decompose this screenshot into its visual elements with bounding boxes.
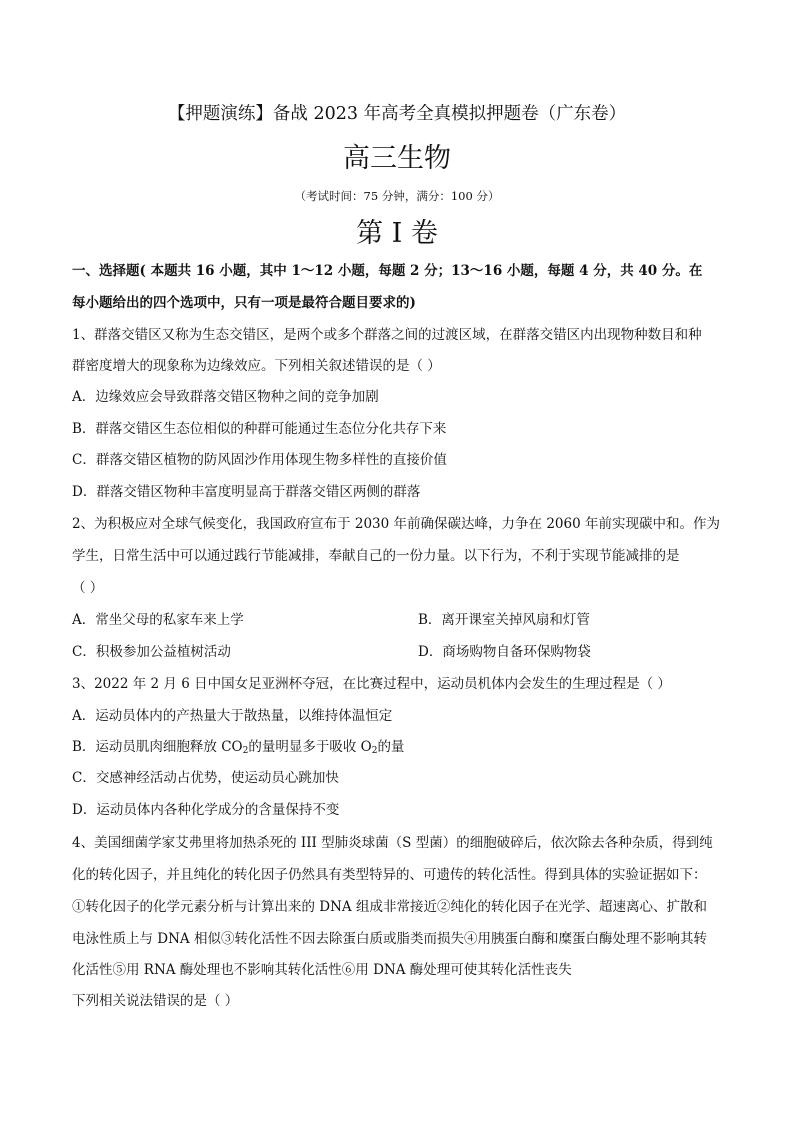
q2-stem-line2: 学生，日常生活中可以通过践行节能减排，奉献自己的一份力量。以下行为，不利于实现节能减排的是 — [72, 548, 680, 564]
subject-heading: 高三生物 — [343, 143, 451, 174]
q4-stem-line3: ①转化因子的化学元素分析与计算出来的 DNA 组成非常接近②纯化的转化因子在光学、超速离心、扩散和 — [72, 899, 707, 915]
volume-heading: 第 I 卷 — [356, 218, 438, 249]
section-instructions-line2: 每小题给出的四个选项中，只有一项是最符合题目要求的) — [72, 295, 416, 311]
co2-subscript: 2 — [242, 746, 249, 756]
q4-question: 下列相关说法错误的是（ ） — [72, 993, 239, 1009]
q2-stem-line1: 2、为积极应对全球气候变化，我国政府宣布于 2030 年前确保碳达峰，力争在 2060 年前实现碳中和。作为 — [72, 516, 720, 532]
q3-option-a: A．运动员体内的产热量大于散热量，以维持体温恒定 — [72, 708, 393, 724]
q3-option-b-text3: 的量 — [377, 739, 405, 755]
q1-option-b: B．群落交错区生态位相似的种群可能通过生态位分化共存下来 — [72, 421, 447, 437]
q4-stem-line1: 4、美国细菌学家艾弗里将加热杀死的 III 型肺炎球菌（S 型菌）的细胞破碎后，依次除去各种杂质，得到纯 — [72, 835, 713, 851]
q2-options-row1 — [72, 610, 722, 630]
q1-stem-line2: 群密度增大的现象称为边缘效应。下列相关叙述错误的是（ ） — [72, 358, 441, 374]
q2-option-c: C．积极参加公益植树活动 — [72, 644, 231, 660]
q2-option-d: D．商场购物自备环保购物袋 — [418, 644, 591, 660]
q2-stem-line3: （ ） — [72, 580, 104, 596]
exam-info: （考试时间：75 分钟，满分：100 分） — [294, 189, 500, 203]
q3-option-b-text2: 的量明显多于吸收 O — [248, 739, 372, 755]
q2-option-a: A．常坐父母的私家车来上学 — [72, 612, 244, 628]
q3-option-b — [72, 737, 722, 761]
o2-subscript: 2 — [371, 746, 378, 756]
q4-stem-line4: 电泳性质上与 DNA 相似③转化活性不因去除蛋白质或脂类而损失④用胰蛋白酶和糜蛋白酶处理不影响其转 — [72, 931, 707, 947]
q2-option-b: B．离开课室关掉风扇和灯管 — [418, 612, 590, 628]
q4-stem-line2: 化的转化因子，并且纯化的转化因子仍然具有类型特异的、可遗传的转化活性。得到具体的实验证据如下： — [72, 867, 707, 883]
q3-option-d: D．运动员体内各种化学成分的含量保持不变 — [72, 802, 340, 818]
section-instructions-line1: 一、选择题( 本题共 16 小题，其中 1～12 小题，每题 2 分；13～16 小题，每题 4 分，共 40 分。在 — [72, 263, 703, 279]
q1-option-a: A．边缘效应会导致群落交错区物种之间的竞争加剧 — [72, 389, 379, 405]
q1-option-d: D．群落交错区物种丰富度明显高于群落交错区两侧的群落 — [72, 484, 421, 500]
q3-stem: 3、2022 年 2 月 6 日中国女足亚洲杯夺冠，在比赛过程中，运动员机体内会发生的生理过程是（ ） — [72, 676, 671, 692]
q2-options-row2 — [72, 642, 722, 662]
q3-option-b-text1: B．运动员肌肉细胞释放 CO — [72, 739, 243, 755]
q4-stem-line5: 化活性⑤用 RNA 酶处理也不影响其转化活性⑥用 DNA 酶处理可使其转化活性丧失 — [72, 962, 572, 978]
exam-title: 【押题演练】备战 2023 年高考全真模拟押题卷（广东卷） — [167, 104, 627, 124]
q1-option-c: C．群落交错区植物的防风固沙作用体现生物多样性的直接价值 — [72, 452, 447, 468]
q3-option-c: C．交感神经活动占优势，使运动员心跳加快 — [72, 770, 339, 786]
q1-stem-line1: 1、群落交错区又称为生态交错区，是两个或多个群落之间的过渡区域，在群落交错区内出现物种数目和种 — [72, 327, 702, 343]
